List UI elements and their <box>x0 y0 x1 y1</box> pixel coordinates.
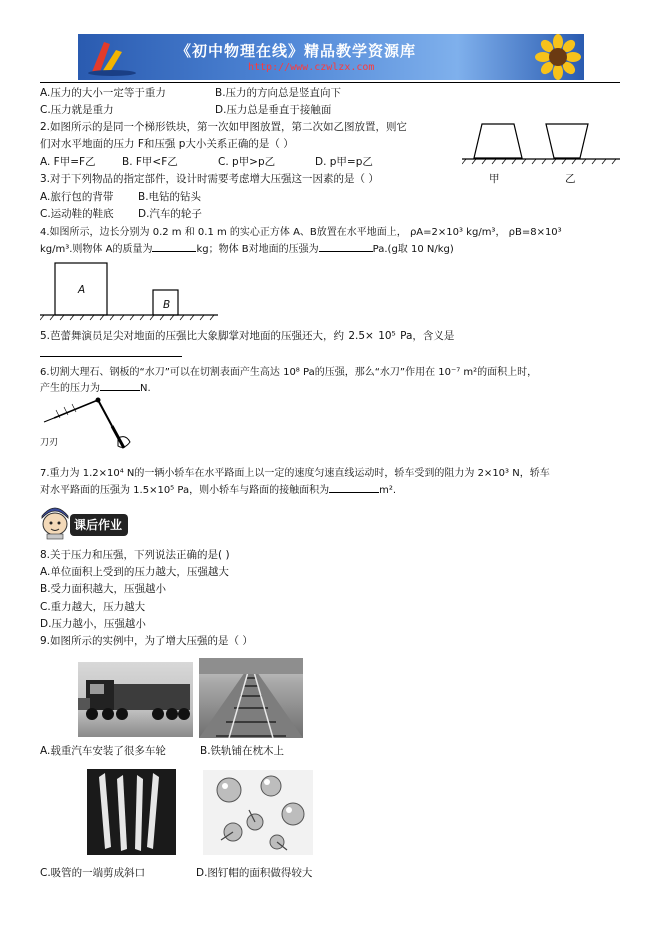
q9-caption-d: D.图钉帽的面积做得较大 <box>196 867 313 879</box>
q4-blank-pressure <box>319 251 373 252</box>
q4-text-b: kg；物体 B对地面的压强为 <box>196 244 319 255</box>
q7-stem-line2 <box>40 484 396 498</box>
banner-title: 《初中物理在线》精品教学资源库 <box>176 42 417 60</box>
q8-stem: 8.关于压力和压强，下列说法正确的是( ) <box>40 549 230 561</box>
thumbtacks-icon <box>203 770 313 855</box>
q2-stem-line2: 们对水平地面的压力 F和压强 p大小关系正确的是（ ） <box>40 138 294 150</box>
cubes-figure <box>40 260 220 324</box>
q5-stem: 5.芭蕾舞演员足尖对地面的压强比大象脚掌对地面的压强还大，约 2.5× 10⁵ Pa，含义是 <box>40 330 455 342</box>
q5-blank <box>40 356 182 357</box>
banner-url: http://www.czwlzx.com <box>248 62 375 73</box>
q8-option-d: D.压力越小，压强越小 <box>40 618 146 630</box>
trapezoid-figure <box>462 118 622 170</box>
q3-stem: 3.对于下列物品的指定部件，设计时需要考虑增大压强这一因素的是（ ） <box>40 173 379 185</box>
q6-text-a: 产生的压力为 <box>40 383 100 394</box>
straws-photo <box>87 769 176 855</box>
q1-option-a: A.压力的大小一定等于重力 <box>40 87 166 99</box>
q2-option-c: C. p甲>p乙 <box>218 156 276 168</box>
thumbtacks-photo <box>203 770 313 855</box>
truck-icon <box>78 662 193 737</box>
q2-option-b: B. F甲<F乙 <box>122 156 178 168</box>
header-banner <box>78 34 584 80</box>
q9-caption-a: A.载重汽车安装了很多车轮 <box>40 745 166 757</box>
q3-option-c: C.运动鞋的鞋底 <box>40 208 114 220</box>
header-rule <box>40 82 620 83</box>
q4-text-c: Pa.(g取 10 N/kg) <box>372 244 454 255</box>
q6-text-b: N. <box>140 383 151 394</box>
q8-option-c: C.重力越大，压力越大 <box>40 601 146 613</box>
q3-option-d: D.汽车的轮子 <box>138 208 202 220</box>
q3-option-a: A.旅行包的背带 <box>40 191 114 203</box>
student-cartoon-icon <box>38 504 72 540</box>
sunflower-icon <box>533 34 583 80</box>
q8-option-a: A.单位面积上受到的压力越大，压强越大 <box>40 566 229 578</box>
q2-option-a: A. F甲=F乙 <box>40 156 96 168</box>
q6-stem-line1: 6.切割大理石、钢板的“水刀”可以在切割表面产生高达 10⁸ Pa的压强，那么“水刀”作用在 10⁻⁷ m²的面积上时， <box>40 367 538 378</box>
railway-photo <box>199 658 303 738</box>
q9-caption-c: C.吸管的一端剪成斜口 <box>40 867 146 879</box>
q7-text-b: m². <box>379 485 397 496</box>
q7-stem-line1: 7.重力为 1.2×10⁴ N的一辆小轿车在水平路面上以一定的速度匀速直线运动时，轿车受到的阻力为 2×10³ N，轿车 <box>40 468 550 479</box>
section-label: 课后作业 <box>74 518 123 532</box>
q4-stem-line2 <box>40 243 454 257</box>
straws-icon <box>87 769 176 855</box>
cube-b-label: B <box>163 299 171 311</box>
railway-icon <box>199 658 303 738</box>
q7-blank-area <box>329 492 379 493</box>
logo-icon <box>82 36 142 78</box>
q6-stem-line2 <box>40 382 151 396</box>
q6-blank-force <box>100 390 140 391</box>
q4-stem-line1: 4.如图所示，边长分别为 0.2 m 和 0.1 m 的实心正方体 A、B放置在水平地面上， ρA=2×10³ kg/m³， ρB=8×10³ <box>40 227 562 238</box>
q3-option-b: B.电钻的钻头 <box>138 191 202 203</box>
q4-blank-mass <box>152 251 196 252</box>
label-jia: 甲 <box>489 173 500 185</box>
cube-a-label: A <box>78 284 86 296</box>
q9-caption-b: B.铁轨铺在枕木上 <box>200 745 285 757</box>
q8-option-b: B.受力面积越大，压强越小 <box>40 583 167 595</box>
q2-stem-line1: 2.如图所示的是同一个梯形铁块，第一次如甲图放置，第二次如乙图放置，则它 <box>40 121 408 133</box>
truck-photo <box>78 662 193 737</box>
q7-text-a: 对水平路面的压强为 1.5×10⁵ Pa，则小轿车与路面的接触面积为 <box>40 485 330 496</box>
q4-text-a: kg/m³.则物体 A的质量为 <box>40 244 153 255</box>
q2-option-d: D. p甲=p乙 <box>315 156 373 168</box>
q1-option-c: C.压力就是重力 <box>40 104 114 116</box>
knife-label: 刀刃 <box>40 438 59 448</box>
label-yi: 乙 <box>565 173 576 185</box>
q9-stem: 9.如图所示的实例中，为了增大压强的是（ ） <box>40 635 253 647</box>
q1-option-d: D.压力总是垂直于接触面 <box>215 104 332 116</box>
q1-option-b: B.压力的方向总是竖直向下 <box>215 87 342 99</box>
